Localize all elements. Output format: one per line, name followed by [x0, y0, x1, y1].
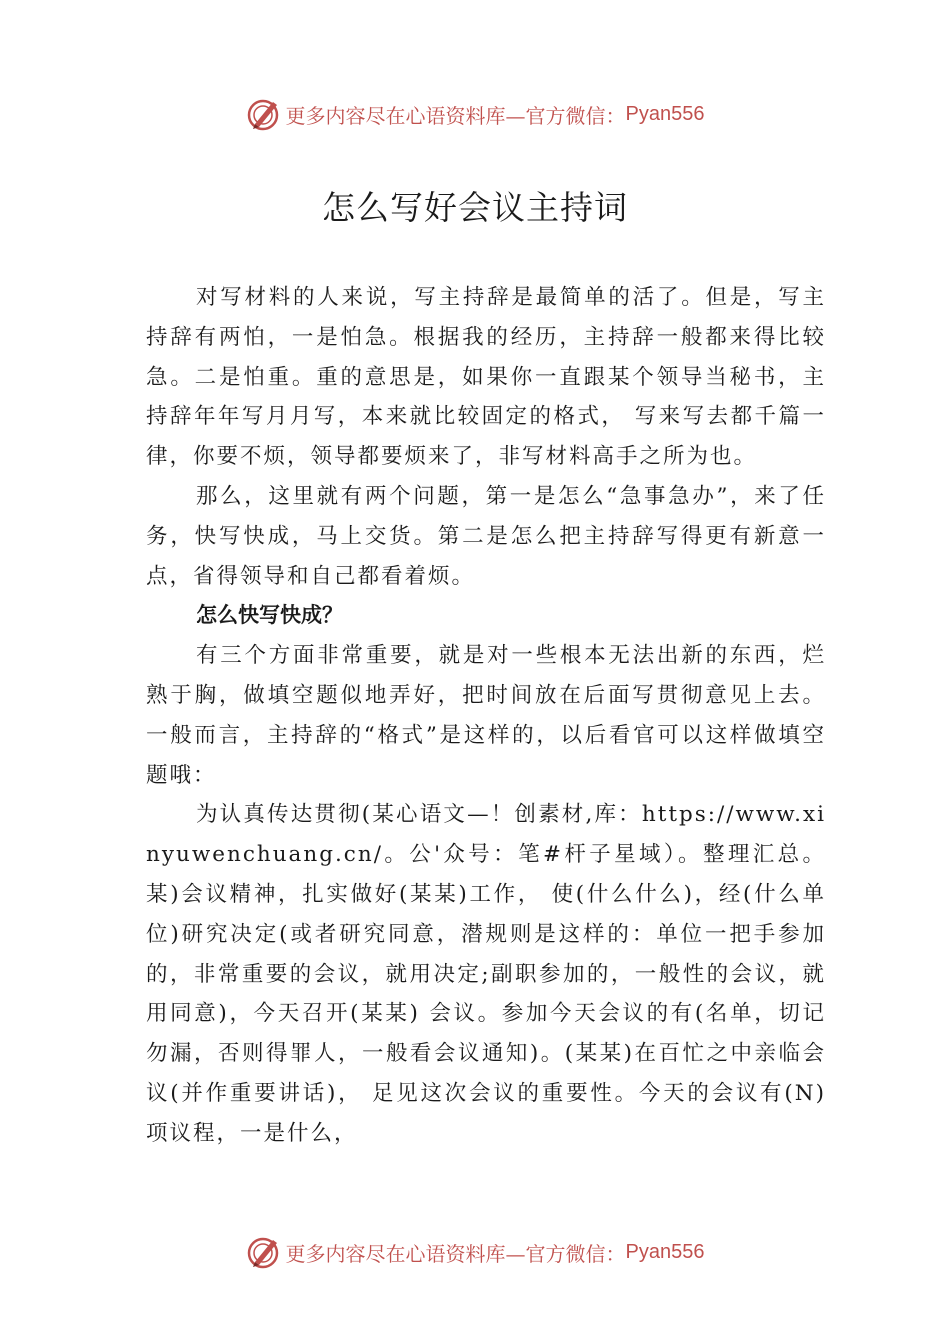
pen-logo-icon [246, 96, 282, 132]
wechat-handle: Pyan556 [625, 102, 705, 125]
footer-banner [0, 1230, 950, 1274]
paragraph: 对写材料的人来说，写主持辞是最简单的活了。但是，写主持辞有两怕，一是怕急。根据我的经历，主持辞一般都来得比较急。二是怕重。重的意思是，如果你一直跟某个领导当秘书，主持辞年年写月月写，本来就比较固定的格式， 写来写去都千篇一律，你要不烦，领导都要烦来了，非写材料高手之所为也。 [146, 285, 826, 470]
paragraph: 为认真传达贯彻(某心语文—！创素材,库：https://www.xinyuwenchuang.cn/。公'众号：笔#杆子星域）。整理汇总。某)会议精神，扎实做好(某某)工作， 使(什么什么)，经(什么单位)研究决定(或者研究同意，潜规则是这样的：单位一把手参加的，非常重要的会议，就用决定;副职参加的，一般性的会议，就用同意)，今天召开(某某) 会议。参加今天会议的有(名单，切记勿漏，否则得罪人，一般看会议通知)。(某某)在百忙之中亲临会议(并作重要讲话)， 足见这次会议的重要性。今天的会议有(N)项议程，一是什么， [146, 802, 826, 1146]
banner-text: 更多内容尽在心语资料库—官方微信： [285, 103, 626, 128]
document-body [146, 278, 826, 1154]
paragraph: 有三个方面非常重要，就是对一些根本无法出新的东西，烂熟于胸，做填空题似地弄好，把时间放在后面写贯彻意见上去。一般而言，主持辞的“格式”是这样的，以后看官可以这样做填空题哦： [146, 643, 826, 788]
document-title: 怎么写好会议主持词 [322, 188, 628, 227]
section-heading: 怎么快写快成？ [196, 603, 343, 628]
wechat-handle: Pyan556 [625, 1240, 705, 1263]
header-banner [0, 92, 950, 136]
banner-text: 更多内容尽在心语资料库—官方微信： [285, 1241, 626, 1266]
pen-logo-icon [246, 1234, 282, 1270]
paragraph: 那么，这里就有两个问题，第一是怎么“急事急办”，来了任务，快写快成，马上交货。第二是怎么把主持辞写得更有新意一点，省得领导和自己都看着烦。 [146, 483, 826, 589]
